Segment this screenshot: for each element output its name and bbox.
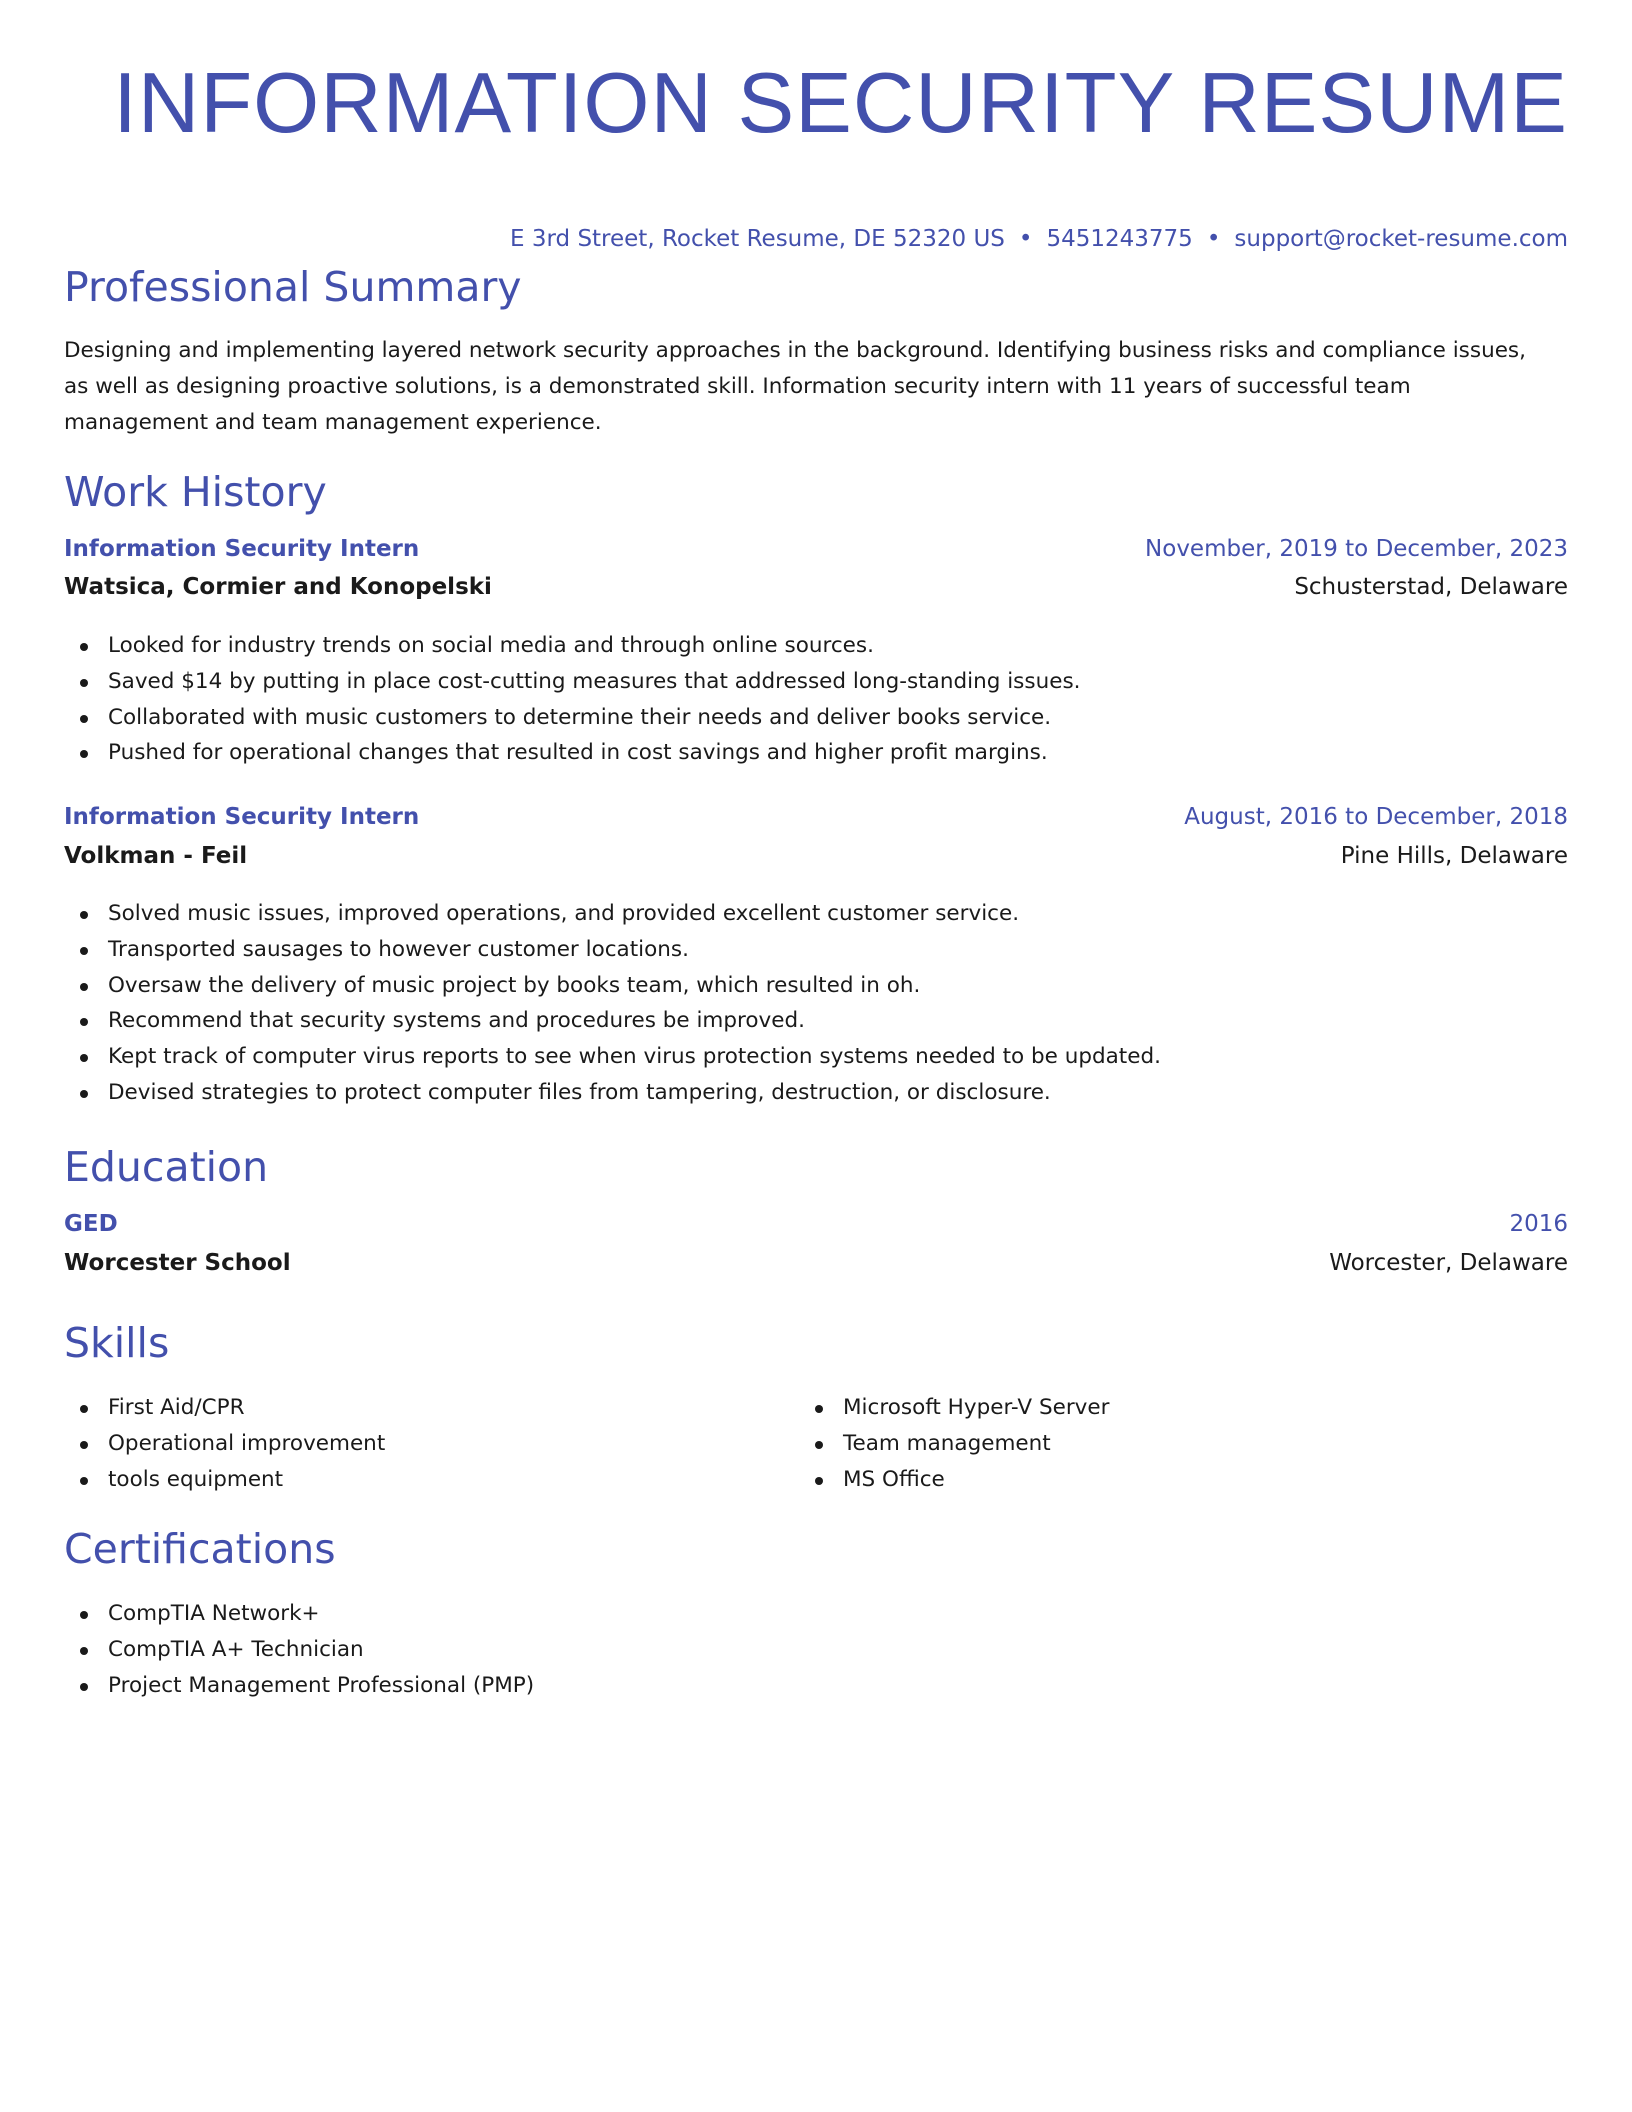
- list-item: CompTIA Network+: [64, 1596, 534, 1632]
- list-item: Devised strategies to protect computer files from tampering, destruction, or disclosure.: [64, 1075, 1161, 1111]
- education-school-row: [64, 1250, 1568, 1276]
- section-title-skills: Skills: [64, 1319, 170, 1367]
- degree: GED: [64, 1211, 118, 1237]
- skills-list-left: [64, 1390, 385, 1497]
- company-name: Watsica, Cormier and Konopelski: [64, 574, 492, 600]
- phone-text: 5451243775: [1046, 226, 1193, 252]
- list-item: Team management: [799, 1426, 1109, 1462]
- list-item: MS Office: [799, 1462, 1109, 1498]
- section-title-education: Education: [64, 1143, 269, 1191]
- resume-header: [64, 50, 1568, 254]
- education-header: [64, 1211, 1568, 1237]
- email-link[interactable]: support@rocket-resume.com: [1234, 226, 1568, 252]
- job-2-header: [64, 804, 1568, 830]
- list-item: Project Management Professional (PMP): [64, 1668, 534, 1704]
- job-1-bullets: [64, 628, 1080, 771]
- job-location: Pine Hills, Delaware: [1340, 843, 1568, 869]
- company-name: Volkman - Feil: [64, 843, 248, 869]
- job-2-company-row: [64, 843, 1568, 869]
- job-title: Information Security Intern: [64, 536, 420, 562]
- job-dates: November, 2019 to December, 2023: [1145, 536, 1568, 562]
- job-title: Information Security Intern: [64, 804, 420, 830]
- list-item: Saved $14 by putting in place cost-cutting measures that addressed long-standing issues.: [64, 664, 1080, 700]
- job-location: Schusterstad, Delaware: [1294, 574, 1568, 600]
- resume-title: INFORMATION SECURITY RESUME: [113, 56, 1568, 151]
- school-location: Worcester, Delaware: [1329, 1250, 1568, 1276]
- list-item: Transported sausages to however customer locations.: [64, 932, 1161, 968]
- job-1-company-row: [64, 574, 1568, 600]
- list-item: Microsoft Hyper-V Server: [799, 1390, 1109, 1426]
- list-item: Oversaw the delivery of music project by books team, which resulted in oh.: [64, 968, 1161, 1004]
- job-1-header: [64, 536, 1568, 562]
- list-item: tools equipment: [64, 1462, 385, 1498]
- list-item: First Aid/CPR: [64, 1390, 385, 1426]
- list-item: Kept track of computer virus reports to see when virus protection systems needed to be updated.: [64, 1039, 1161, 1075]
- summary-text: Designing and implementing layered network security approaches in the background. Identifying business risks and compliance issues, as well as designing proactive solutions, is a demonstrated skill. Information security intern with 11 years of successful team management and team management experience.: [64, 338, 1526, 435]
- list-item: Pushed for operational changes that resulted in cost savings and higher profit margins.: [64, 735, 1080, 771]
- list-item: Recommend that security systems and procedures be improved.: [64, 1003, 1161, 1039]
- contact-separator: •: [1206, 226, 1221, 252]
- list-item: CompTIA A+ Technician: [64, 1632, 534, 1668]
- contact-separator: •: [1018, 226, 1033, 252]
- list-item: Operational improvement: [64, 1426, 385, 1462]
- list-item: Looked for industry trends on social media and through online sources.: [64, 628, 1080, 664]
- list-item: Collaborated with music customers to determine their needs and deliver books service.: [64, 700, 1080, 736]
- address-text: E 3rd Street, Rocket Resume, DE 52320 US: [510, 226, 1005, 252]
- section-title-certifications: Certifications: [64, 1525, 336, 1573]
- education-year: 2016: [1509, 1211, 1568, 1237]
- section-title-summary: Professional Summary: [64, 263, 522, 311]
- certifications-list: [64, 1596, 534, 1703]
- job-dates: August, 2016 to December, 2018: [1184, 804, 1568, 830]
- list-item: Solved music issues, improved operations, and provided excellent customer service.: [64, 896, 1161, 932]
- section-title-work-history: Work History: [64, 468, 327, 516]
- contact-line: [64, 224, 1568, 254]
- skills-list-right: [799, 1390, 1109, 1497]
- school-name: Worcester School: [64, 1250, 291, 1276]
- job-2-bullets: [64, 896, 1161, 1111]
